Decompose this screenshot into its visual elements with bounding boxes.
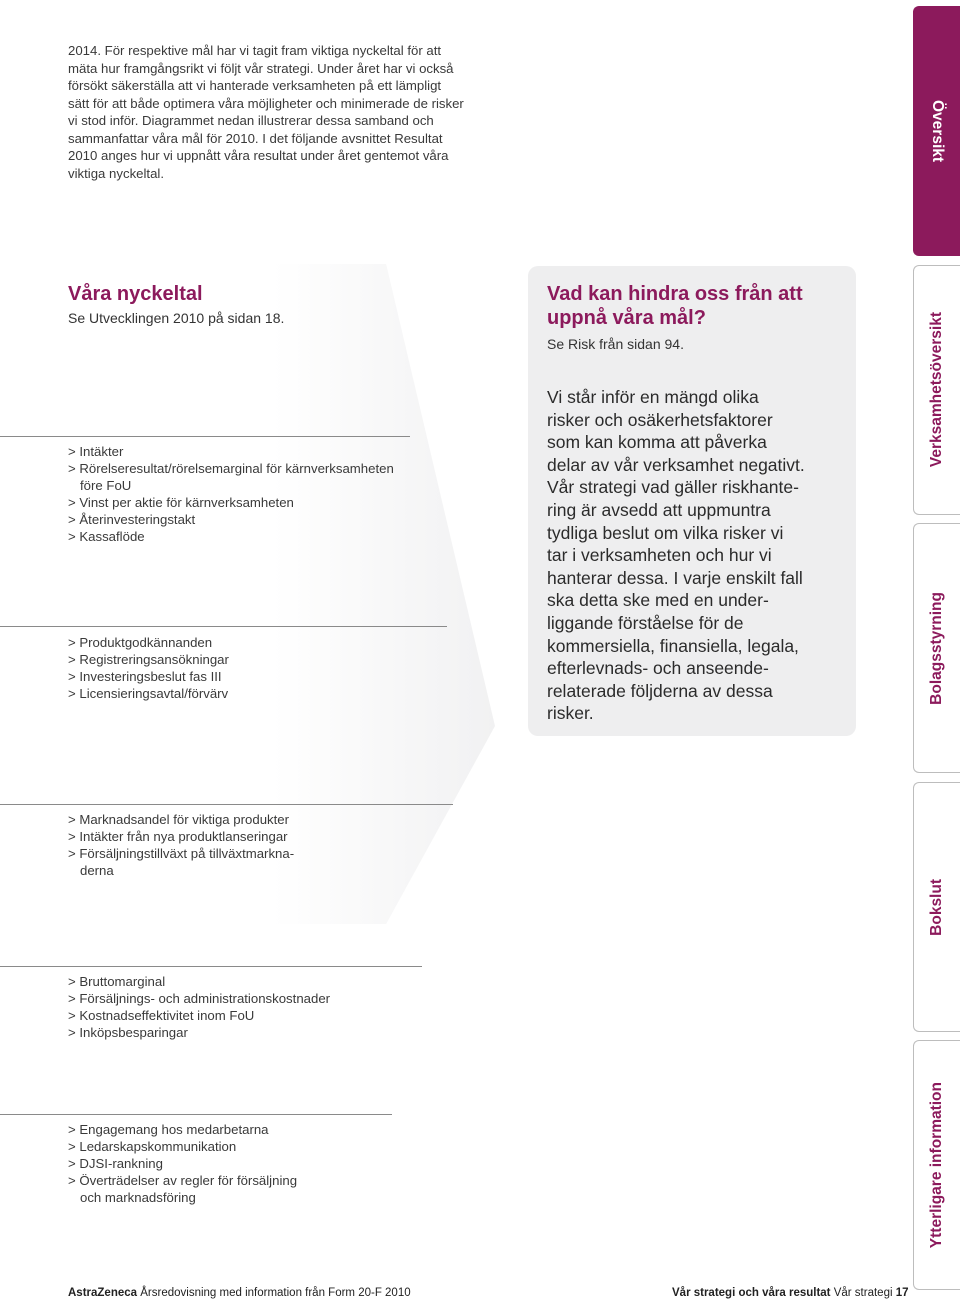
list-item: > Ledarskapskommunikation [68,1139,237,1154]
risk-body-line: relaterade följderna av dessa [547,680,773,701]
intro-line: sätt för att både optimera våra möjligheter och minimerade de risker [68,95,464,111]
page-number: 17 [895,1287,909,1299]
kpi-group-efficiency [68,973,330,1041]
list-item: > Produktgodkännanden [68,635,213,650]
divider [0,966,422,967]
risk-body-line: Vi står inför en mängd olika [547,387,759,407]
list-item: > Inköpsbesparingar [68,1025,188,1040]
tab-label: Bokslut [928,878,945,936]
tab-verksamhetsoversikt[interactable] [913,265,960,515]
risk-body-line: risker och osäkerhetsfaktorer [547,409,773,430]
risk-body-line: tydliga beslut om vilka risker vi [547,522,784,543]
list-item: och marknadsföring [80,1190,196,1205]
footer-right [672,1287,909,1299]
footer-section-bold: Vår strategi och våra resultat [672,1287,831,1299]
intro-line: 2010 anges hur vi uppnått våra resultat under året gentemot våra [68,148,449,163]
divider [0,804,453,805]
divider [0,1114,392,1115]
footer-left [68,1287,411,1299]
kpi-group-pipeline [68,634,230,702]
risk-body-line: ska detta ske med en under- [547,590,769,611]
tab-bokslut[interactable] [913,782,960,1032]
risk-body-line: ring är avsedd att uppmuntra [547,499,771,520]
kpi-group-financial [68,443,394,545]
tab-oversikt[interactable] [913,6,960,256]
intro-paragraph [68,42,468,182]
risk-body-line: delar av vår verksamhet negativt. [547,454,805,475]
list-item: > Bruttomarginal [68,974,166,989]
risk-body-line: som kan komma att påverka [547,432,767,453]
list-item: före FoU [80,478,132,493]
list-item: > Intäkter från nya produktlanseringar [68,829,288,844]
list-item: > Överträdelser av regler för försäljning [68,1173,298,1188]
risk-body-line: Vår strategi vad gäller riskhante- [547,477,799,498]
list-item: > Rörelseresultat/rörelsemarginal för kärnverksamheten [68,461,394,476]
risk-title-line: uppnå våra mål? [547,307,706,329]
tab-label: Bolagsstyrning [928,591,945,705]
list-item: > Marknadsandel för viktiga produkter [68,812,290,827]
kpi-group-commercial [68,811,294,879]
kpi-panel-subtitle: Se Utvecklingen 2010 på sidan 18. [68,310,285,326]
intro-line: 2014. För respektive mål har vi tagit fram viktiga nyckeltal för att [68,43,442,58]
intro-line: försökt säkerställa att vi hanterade verksamheten på ett lämpligt [68,78,442,93]
risk-panel-title [547,282,803,330]
tab-label: Verksamhetsöversikt [928,312,945,468]
risk-body-line: kommersiella, finansiella, legala, [547,635,799,656]
tab-ytterligare-information[interactable] [913,1040,960,1290]
list-item: > Registreringsansökningar [68,652,229,667]
risk-title-line: Vad kan hindra oss från att [547,283,803,305]
risk-body-line: hanterar dessa. I varje enskilt fall [547,567,803,588]
risk-body-line: tar i verksamheten och hur vi [547,545,772,566]
list-item: > Försäljnings- och administrationskostnader [68,991,331,1006]
risk-body-line: risker. [547,703,594,724]
list-item: derna [80,863,114,878]
list-item: > Kassaflöde [68,529,145,544]
risk-panel-body [547,386,807,725]
intro-line: sammanfattar våra mål för 2010. I det följande avsnittet Resultat [68,130,443,146]
intro-line: vi stod inför. Diagrammet nedan illustrerar dessa samband och [68,113,434,128]
tab-label: Översikt [929,99,946,163]
kpi-group-people [68,1121,297,1206]
list-item: > Vinst per aktie för kärnverksamheten [68,495,294,510]
kpi-panel-title: Våra nyckeltal [68,283,203,305]
tab-bolagsstyrning[interactable] [913,523,960,773]
divider [0,436,410,437]
list-item: > Licensieringsavtal/förvärv [68,686,229,701]
footer-brand: AstraZeneca [68,1287,138,1299]
list-item: > Intäkter [68,444,124,459]
tab-label: Ytterligare information [928,1081,945,1249]
list-item: > Investeringsbeslut fas III [68,669,222,684]
footer-report: Årsredovisning med information från Form 20-F 2010 [140,1287,411,1299]
list-item: > Försäljningstillväxt på tillväxtmarkna- [68,846,295,861]
risk-body-line: liggande förståelse för de [547,612,744,633]
divider [0,626,447,627]
list-item: > Återinvesteringstakt [68,512,196,527]
list-item: > DJSI-rankning [68,1156,163,1171]
risk-body-line: efterlevnads- och anseende- [547,658,769,679]
footer-section: Vår strategi [833,1287,893,1299]
intro-line: viktiga nyckeltal. [68,165,165,181]
list-item: > Kostnadseffektivitet inom FoU [68,1008,255,1023]
list-item: > Engagemang hos medarbetarna [68,1122,269,1137]
intro-line: mäta hur framgångsrikt vi följt vår strategi. Under året har vi också [68,60,454,76]
risk-panel-subtitle: Se Risk från sidan 94. [547,336,684,352]
